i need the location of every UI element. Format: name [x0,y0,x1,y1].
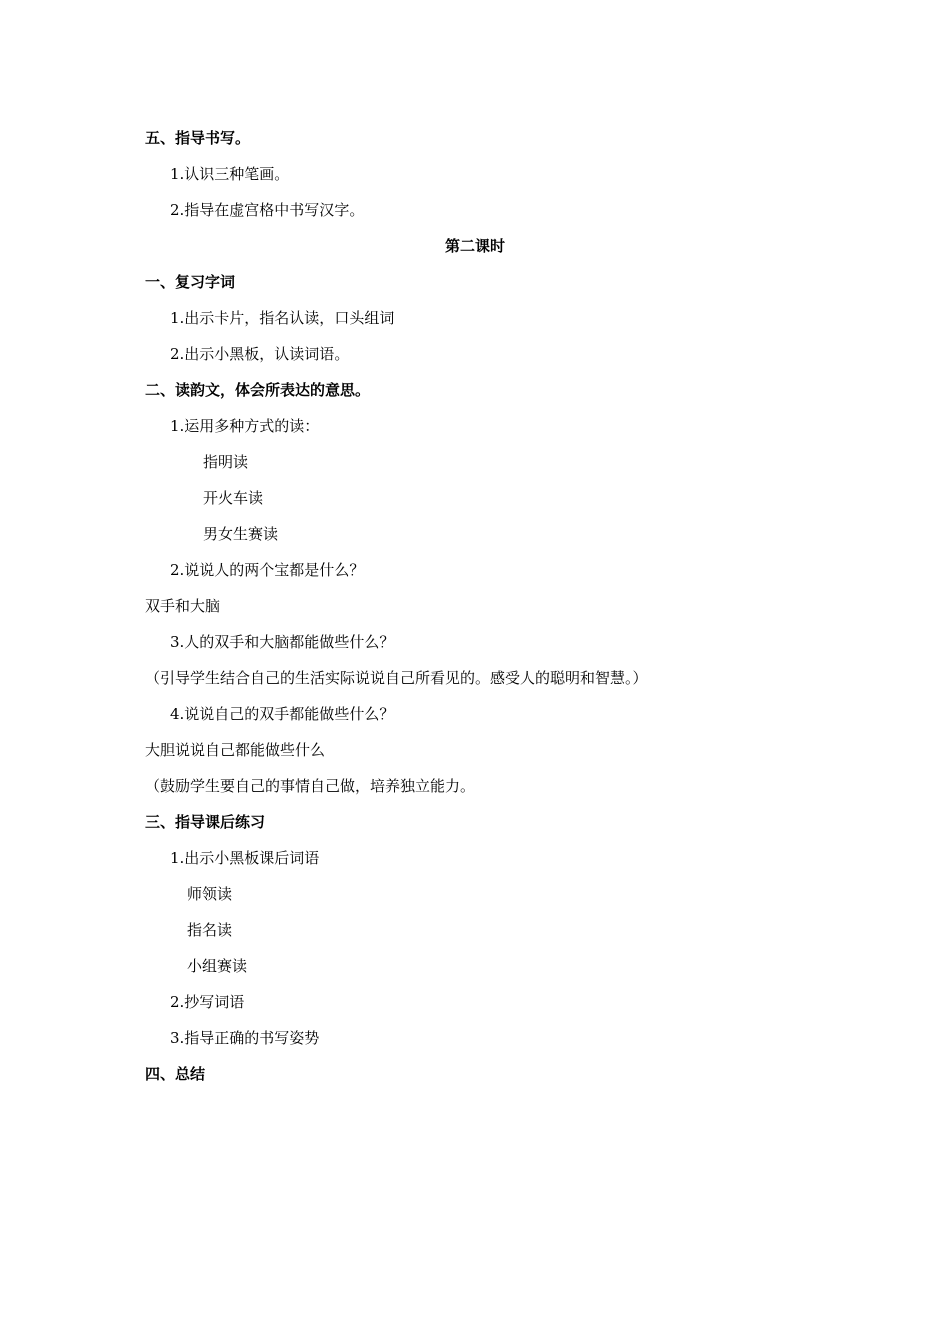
list-item: 1.出示小黑板课后词语 [170,849,320,867]
list-item: 2.出示小黑板，认读词语。 [170,345,350,363]
section-heading-5: 五、指导书写。 [145,129,251,147]
sub-list-item: 指明读 [203,453,249,471]
lesson-title: 第二课时 [444,237,505,255]
section-heading-4: 四、总结 [145,1065,206,1083]
list-item: 2.指导在虚宫格中书写汉字。 [170,201,365,219]
sub-list-item: 师领读 [187,885,233,903]
sub-list-item: 开火车读 [203,489,264,507]
list-item: 3.人的双手和大脑都能做些什么？ [170,633,395,651]
list-item: 4.说说自己的双手都能做些什么？ [170,705,395,723]
paragraph: （引导学生结合自己的生活实际说说自己所看见的。感受人的聪明和智慧。） [145,669,648,687]
section-heading-3: 三、指导课后练习 [145,813,266,831]
section-heading-1: 一、复习字词 [145,273,236,291]
paragraph: 大胆说说自己都能做些什么 [145,741,326,759]
section-heading-2: 二、读韵文，体会所表达的意思。 [145,381,371,399]
sub-list-item: 男女生赛读 [203,525,279,543]
sub-list-item: 小组赛读 [187,957,248,975]
list-item: 1.认识三种笔画。 [170,165,290,183]
paragraph: （鼓励学生要自己的事情自己做，培养独立能力。 [145,777,476,795]
paragraph: 双手和大脑 [145,597,221,615]
sub-list-item: 指名读 [187,921,233,939]
list-item: 3.指导正确的书写姿势 [170,1029,320,1047]
list-item: 1.运用多种方式的读： [170,417,320,435]
list-item: 2.说说人的两个宝都是什么？ [170,561,365,579]
list-item: 2.抄写词语 [170,993,245,1011]
list-item: 1.出示卡片，指名认读，口头组词 [170,309,395,327]
